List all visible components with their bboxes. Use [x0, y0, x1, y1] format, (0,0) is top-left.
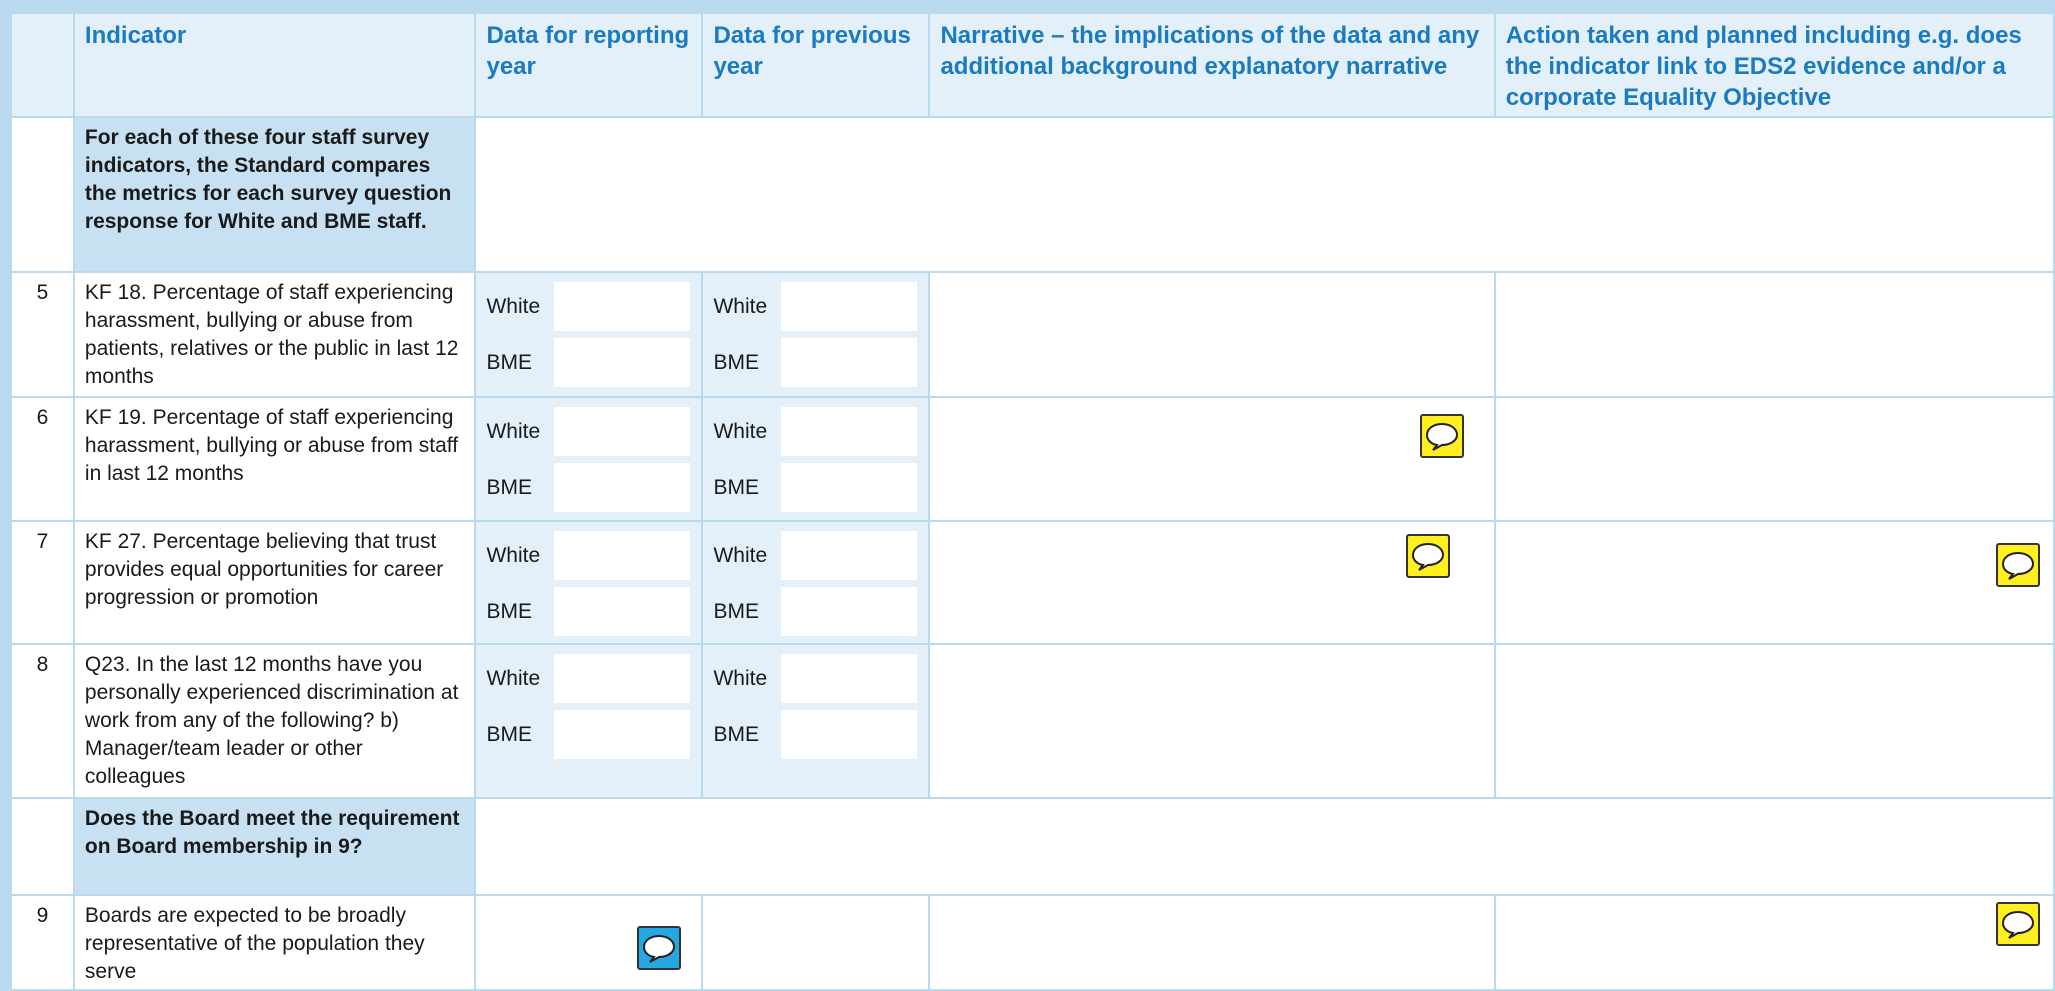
comment-bubble-icon[interactable]	[1996, 902, 2040, 946]
row-number: 8	[11, 644, 74, 798]
action-cell[interactable]	[1495, 895, 2054, 990]
narrative-cell[interactable]	[929, 397, 1494, 521]
narrative-cell[interactable]	[929, 272, 1494, 397]
bme-value-field[interactable]	[781, 463, 917, 512]
white-label: White	[713, 543, 768, 567]
bme-label: BME	[713, 599, 759, 623]
row-number: 9	[11, 895, 74, 990]
previous-year-cell[interactable]	[702, 895, 929, 990]
bme-label: BME	[713, 475, 759, 499]
white-value-field[interactable]	[781, 654, 917, 703]
action-cell[interactable]	[1495, 272, 2054, 397]
section-title: Does the Board meet the requirement on Board membership in 9?	[74, 798, 476, 895]
white-label: White	[486, 419, 541, 443]
white-label: White	[486, 294, 541, 318]
comment-bubble-icon[interactable]	[1406, 534, 1450, 578]
indicator-text: Q23. In the last 12 months have you personally experienced discrimination at work from any of the following? b) Manager/team leader or other colleagues	[74, 644, 476, 798]
narrative-cell[interactable]	[929, 895, 1494, 990]
bme-label: BME	[486, 475, 532, 499]
white-value-field[interactable]	[554, 654, 690, 703]
section-row	[11, 117, 2054, 272]
bme-label: BME	[713, 722, 759, 746]
white-value-field[interactable]	[554, 282, 690, 331]
table-row	[11, 644, 2054, 798]
bme-label: BME	[486, 599, 532, 623]
bme-value-field[interactable]	[781, 587, 917, 636]
indicator-text: KF 18. Percentage of staff experiencing harassment, bullying or abuse from patients, relatives or the public in last 12 months	[74, 272, 476, 397]
white-value-field[interactable]	[554, 531, 690, 580]
row-number: 6	[11, 397, 74, 521]
header-reporting-year: Data for reporting year	[475, 13, 702, 117]
bme-value-field[interactable]	[554, 710, 690, 759]
header-previous-year: Data for previous year	[702, 13, 929, 117]
section-blank	[475, 798, 2054, 895]
row-number: 5	[11, 272, 74, 397]
white-label: White	[713, 666, 768, 690]
comment-bubble-icon[interactable]	[637, 926, 681, 970]
table-row	[11, 397, 2054, 521]
section-blank	[475, 117, 2054, 272]
bme-label: BME	[486, 350, 532, 374]
reporting-year-cell	[475, 521, 702, 644]
white-value-field[interactable]	[554, 407, 690, 456]
white-label: White	[486, 543, 541, 567]
white-value-field[interactable]	[781, 531, 917, 580]
header-action: Action taken and planned including e.g. does the indicator link to EDS2 evidence and/or a corporate Equality Objective	[1495, 13, 2054, 117]
header-narrative: Narrative – the implications of the data and any additional background explanatory narrative	[929, 13, 1494, 117]
reporting-year-cell	[475, 272, 702, 397]
bme-value-field[interactable]	[554, 463, 690, 512]
bme-value-field[interactable]	[781, 710, 917, 759]
previous-year-cell	[702, 272, 929, 397]
indicator-text: KF 19. Percentage of staff experiencing harassment, bullying or abuse from staff in last 12 months	[74, 397, 476, 521]
previous-year-cell	[702, 644, 929, 798]
header-row	[11, 13, 2054, 117]
reporting-year-cell[interactable]	[475, 895, 702, 990]
section-num	[11, 798, 74, 895]
header-num	[11, 13, 74, 117]
white-label: White	[713, 419, 768, 443]
section-num	[11, 117, 74, 272]
bme-value-field[interactable]	[781, 338, 917, 387]
comment-bubble-icon[interactable]	[1420, 414, 1464, 458]
white-label: White	[486, 666, 541, 690]
section-title: For each of these four staff survey indicators, the Standard compares the metrics for each survey question response for White and BME staff.	[74, 117, 476, 272]
narrative-cell[interactable]	[929, 644, 1494, 798]
row-number: 7	[11, 521, 74, 644]
bme-value-field[interactable]	[554, 587, 690, 636]
bme-label: BME	[713, 350, 759, 374]
white-label: White	[713, 294, 768, 318]
white-value-field[interactable]	[781, 282, 917, 331]
reporting-year-cell	[475, 397, 702, 521]
table-row	[11, 272, 2054, 397]
previous-year-cell	[702, 521, 929, 644]
wrs-indicator-table	[10, 12, 2055, 991]
table-row	[11, 895, 2054, 990]
narrative-cell[interactable]	[929, 521, 1494, 644]
indicator-text: KF 27. Percentage believing that trust provides equal opportunities for career progression or promotion	[74, 521, 476, 644]
white-value-field[interactable]	[781, 407, 917, 456]
comment-bubble-icon[interactable]	[1996, 543, 2040, 587]
action-cell[interactable]	[1495, 397, 2054, 521]
action-cell[interactable]	[1495, 521, 2054, 644]
section-row	[11, 798, 2054, 895]
header-indicator: Indicator	[74, 13, 476, 117]
reporting-year-cell	[475, 644, 702, 798]
bme-value-field[interactable]	[554, 338, 690, 387]
table-row	[11, 521, 2054, 644]
previous-year-cell	[702, 397, 929, 521]
indicator-text: Boards are expected to be broadly representative of the population they serve	[74, 895, 476, 990]
bme-label: BME	[486, 722, 532, 746]
action-cell[interactable]	[1495, 644, 2054, 798]
